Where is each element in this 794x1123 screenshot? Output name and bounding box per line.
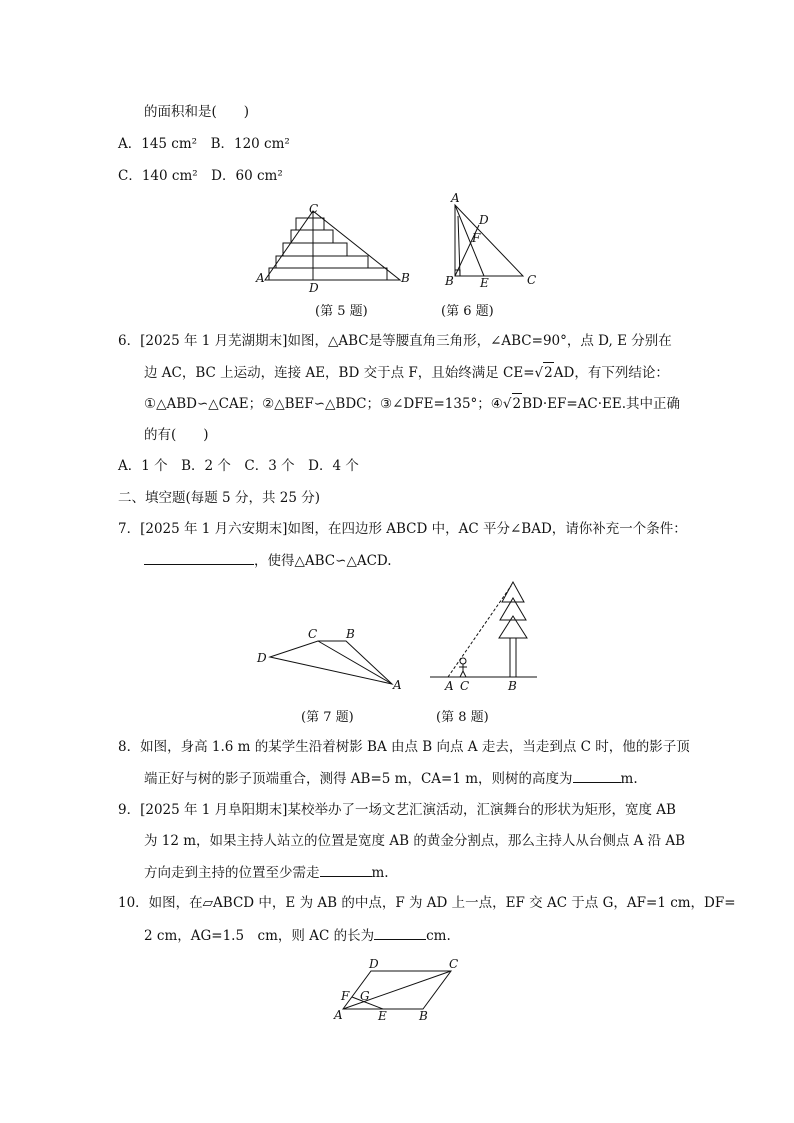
fig7-label-a: A — [393, 678, 402, 692]
fig10-label-d: D — [369, 957, 379, 971]
fig10-label-b: B — [419, 1009, 428, 1023]
fig6-label-e: E — [480, 276, 489, 290]
q6-options: A．1 个 B．2 个 C．3 个 D．4 个 — [118, 458, 359, 474]
sqrt-symbol: √2 — [503, 393, 522, 414]
fig6-caption: (第 6 题) — [441, 304, 494, 319]
fig7-caption: (第 7 题) — [301, 710, 354, 725]
fig6-label-c: C — [527, 273, 537, 287]
q8-line2-a: 端正好与树的影子顶端重合，测得 AB=5 m，CA=1 m，则树的高度为 — [144, 771, 573, 787]
q6-line1: 6．[2025 年 1 月芜湖期末]如图，△ABC是等腰直角三角形，∠ABC=90°，点 D, E 分别在 — [118, 333, 672, 349]
fig5-caption: (第 5 题) — [315, 304, 368, 319]
fig8-caption: (第 8 题) — [436, 710, 489, 725]
q10-line2-b: cm. — [426, 928, 451, 944]
fig7-label-d: D — [257, 651, 267, 665]
fig8-label-b: B — [508, 679, 517, 693]
q6-line3-a: ①△ABD∽△CAE；②△BEF∽△BDC；③∠DFE=135°；④ — [144, 396, 503, 412]
fig10-label-g: G — [360, 989, 370, 1003]
q9-line3-b: m. — [371, 865, 389, 881]
fig6-label-f: F — [472, 231, 481, 245]
q6-line2-radicand: 2 — [543, 362, 554, 383]
fig8-label-a: A — [445, 679, 454, 693]
q9-line1: 9．[2025 年 1 月阜阳期末]某校举办了一场文艺汇演活动，汇演舞台的形状为矩形，宽度 AB — [118, 802, 676, 818]
fig7-label-c: C — [308, 627, 318, 641]
q10-line2-a: 2 cm，AG=1.5 cm，则 AC 的长为 — [144, 928, 375, 944]
q8-line1: 8．如图，身高 1.6 m 的某学生沿着树影 BA 由点 B 向点 A 走去，当走到点 C 时，他的影子顶 — [118, 739, 690, 755]
fig5-label-d: D — [309, 281, 319, 295]
q6-line3-radicand: 2 — [512, 393, 523, 414]
fig5-label-a: A — [256, 271, 265, 285]
fig6-label-a: A — [451, 191, 460, 205]
fig5-label-c: C — [309, 202, 319, 216]
fig6-label-b: B — [445, 274, 454, 288]
q6-line4: 的有( ) — [144, 427, 209, 443]
q9-line2: 为 12 m，如果主持人站立的位置是宽度 AB 的黄金分割点，那么主持人从台侧点 A 沿 AB — [144, 833, 686, 849]
sqrt-symbol: √2 — [535, 362, 554, 383]
q8-line2-b: m. — [620, 771, 638, 787]
q6-line2-a: 边 AC，BC 上运动，连接 AE，BD 交于点 F，且始终满足 CE= — [144, 365, 535, 381]
fig10-label-e: E — [378, 1009, 387, 1023]
q6-line2-c: AD，有下列结论： — [553, 365, 669, 381]
q5-options-row2: C．140 cm² D．60 cm² — [118, 168, 283, 184]
fig6-label-d: D — [479, 213, 489, 227]
fig10-label-f: F — [341, 989, 350, 1003]
q6-line3-c: BD·EF=AC·EE.其中正确 — [522, 396, 681, 412]
fig5-label-b: B — [401, 271, 410, 285]
section-heading: 二、填空题(每题 5 分，共 25 分) — [118, 490, 320, 506]
q7-line2-text: ，使得△ABC∽△ACD. — [254, 553, 392, 569]
q5-stem-tail: 的面积和是( ) — [144, 104, 250, 120]
q5-options-row1: A．145 cm² B．120 cm² — [118, 136, 290, 152]
q7-line1: 7．[2025 年 1 月六安期末]如图，在四边形 ABCD 中，AC 平分∠BAD，请你补充一个条件： — [118, 521, 687, 537]
fig7-label-b: B — [346, 627, 355, 641]
q9-line3-a: 方向走到主持的位置至少需走 — [144, 865, 320, 881]
fig10-label-c: C — [449, 957, 459, 971]
q10-line1: 10．如图，在▱ABCD 中，E 为 AB 的中点，F 为 AD 上一点，EF 交 AC 于点 G，AF=1 cm，DF= — [118, 895, 736, 911]
fig8-label-c: C — [460, 679, 470, 693]
fig10-label-a: A — [334, 1008, 343, 1022]
